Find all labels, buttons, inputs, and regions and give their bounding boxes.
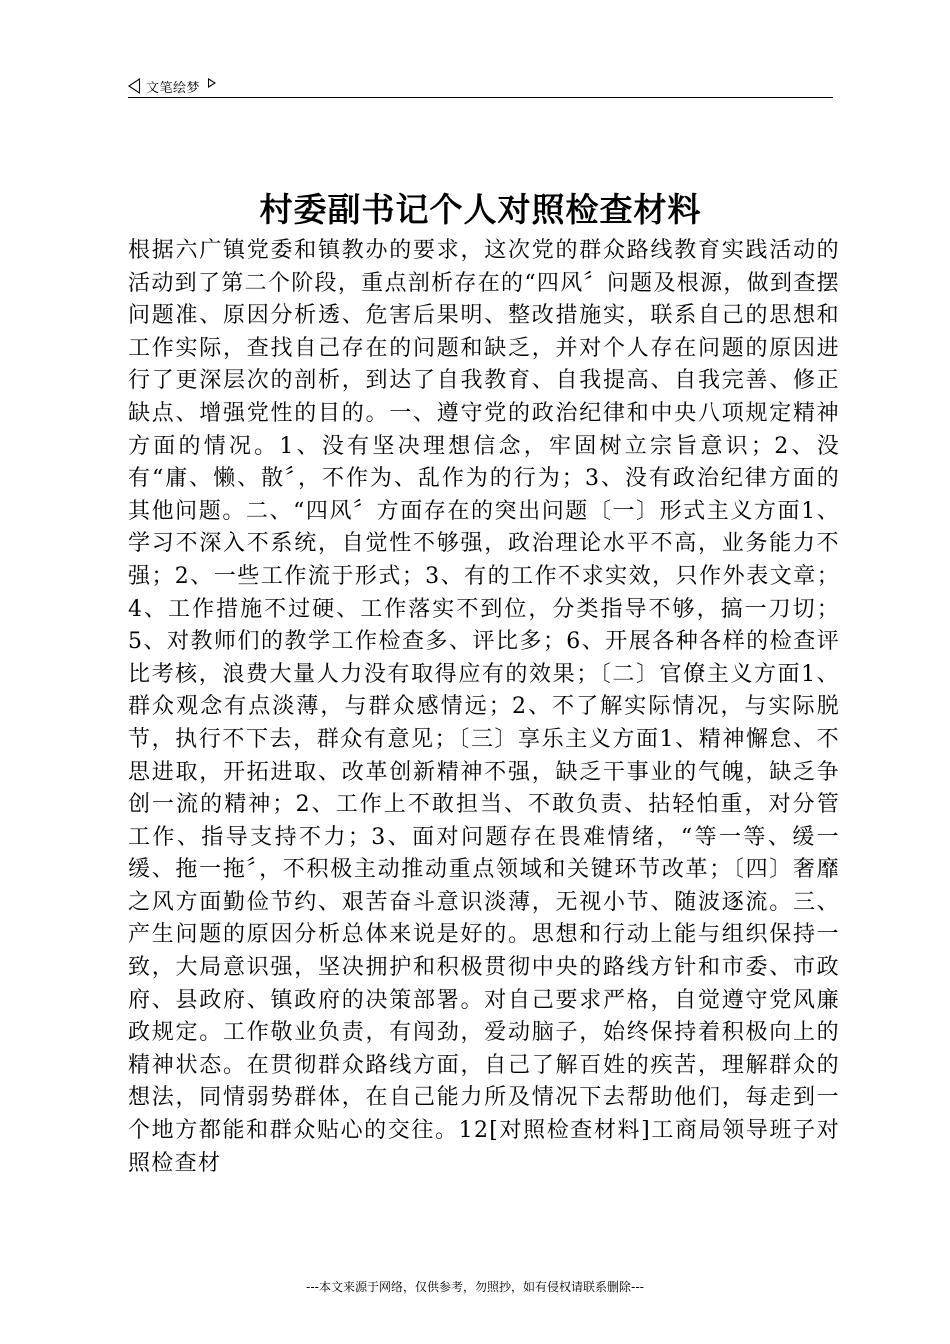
page-header bbox=[128, 74, 833, 98]
triangle-left-icon bbox=[128, 78, 140, 94]
document-body: 根据六广镇党委和镇教办的要求，这次党的群众路线教育实践活动的活动到了第二个阶段，重点剖析存在的“四风〞问题及根源，做到查摆问题准、原因分析透、危害后果明、整改措施实，联系自己的思想和工作实际，查找自己存在的问题和缺乏，并对个人存在问题的原因进行了更深层次的剖析，到达了自我教育、自我提高、自我完善、修正缺点、增强党性的目的。一、遵守党的政治纪律和中央八项规定精神方面的情况。1、没有坚决理想信念，牢固树立宗旨意识；2、没有“庸、懒、散〞，不作为、乱作为的行为；3、没有政治纪律方面的其他问题。二、“四风〞方面存在的突出问题〔一〕形式主义方面1、学习不深入不系统，自觉性不够强，政治理论水平不高，业务能力不强；2、一些工作流于形式；3、有的工作不求实效，只作外表文章；4、工作措施不过硬、工作落实不到位，分类指导不够，搞一刀切；5、对教师们的教学工作检查多、评比多；6、开展各种各样的检查评比考核，浪费大量人力没有取得应有的效果；〔二〕官僚主义方面1、群众观念有点淡薄，与群众感情远；2、不了解实际情况，与实际脱节，执行不下去，群众有意见；〔三〕享乐主义方面1、精神懈怠、不思进取，开拓进取、改革创新精神不强，缺乏干事业的气魄，缺乏争创一流的精神；2、工作上不敢担当、不敢负责、拈轻怕重，对分管工作、指导支持不力；3、面对问题存在畏难情绪，“等一等、缓一缓、拖一拖〞，不积极主动推动重点领域和关键环节改革；〔四〕奢靡之风方面勤俭节约、艰苦奋斗意识淡薄，无视小节、随波逐流。三、产生问题的原因分析总体来说是好的。思想和行动上能与组织保持一致，大局意识强，坚决拥护和积极贯彻中央的路线方针和市委、市政府、县政府、镇政府的决策部署。对自己要求严格，自觉遵守党风廉政规定。工作敬业负责，有闯劲，爱动脑子，始终保持着积极向上的精神状态。在贯彻群众路线方面，自己了解百姓的疾苦，理解群众的想法，同情弱势群体，在自己能力所及情况下去帮助他们，每走到一个地方都能和群众贴心的交往。12[对照检查材料]工商局领导班子对照检查材 bbox=[128, 238, 840, 1176]
triangle-right-icon bbox=[208, 78, 216, 88]
document-title: 村委副书记个人对照检查材料 bbox=[259, 190, 702, 229]
header-brand: 文笔绘梦 bbox=[146, 80, 201, 96]
header-divider bbox=[128, 97, 833, 98]
page-footer-notice: ---本文来源于网络，仅供参考，勿照抄，如有侵权请联系删除--- bbox=[306, 1280, 644, 1294]
